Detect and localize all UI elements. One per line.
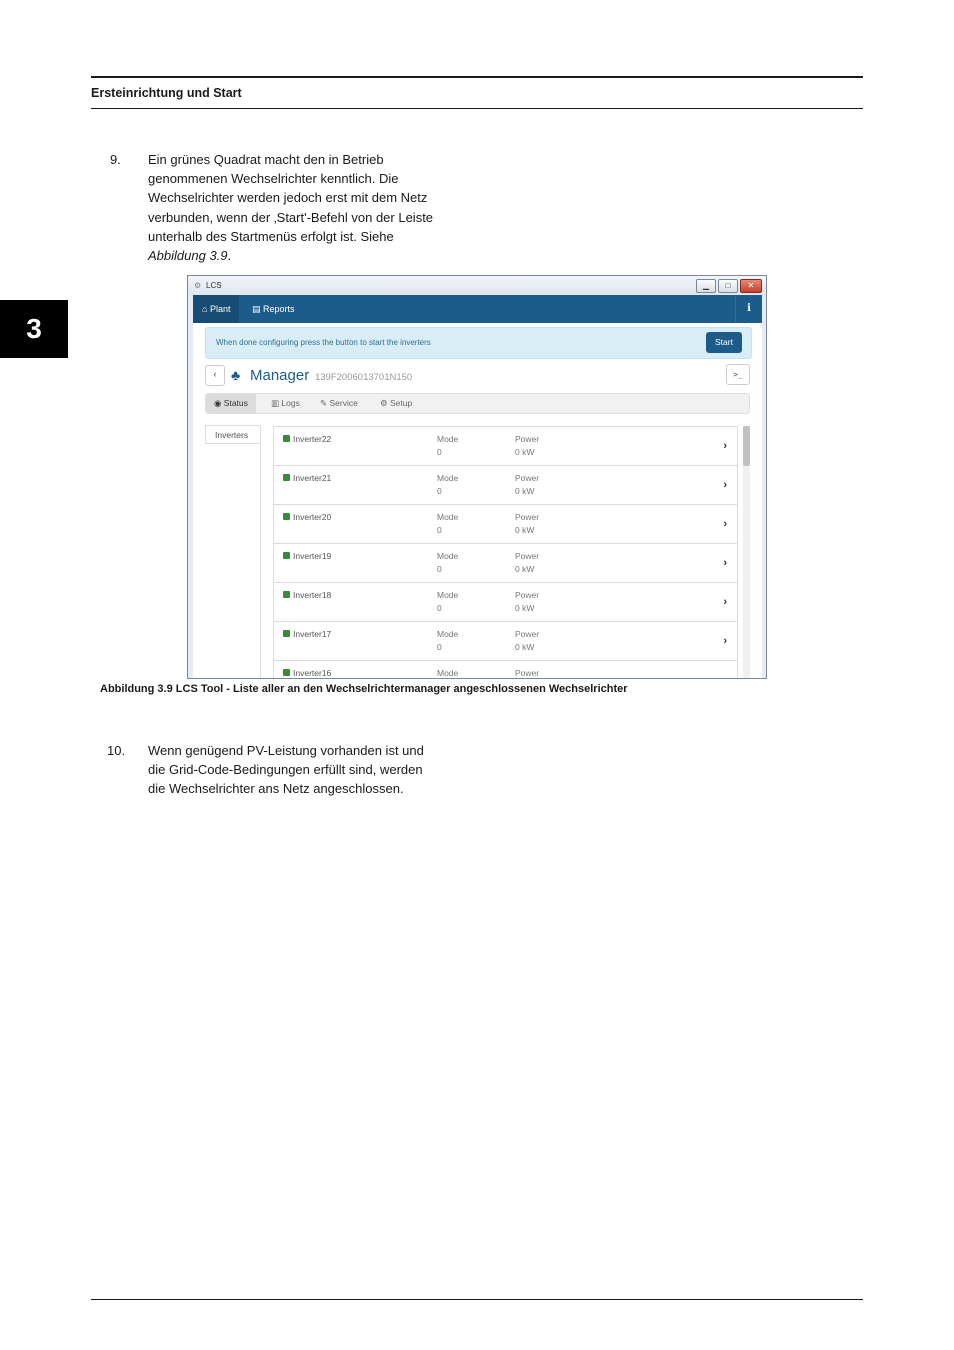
header-bottom-rule	[91, 108, 863, 109]
app-icon: ⚙	[194, 281, 202, 290]
tab-label: Status	[223, 398, 248, 408]
mode-value: 0	[437, 486, 442, 496]
tab-label: Service	[329, 398, 358, 408]
inverter-row[interactable]	[274, 583, 737, 622]
mode-value: 0	[437, 447, 442, 457]
text-line: Wechselrichter werden jedoch erst mit dem Netz	[148, 190, 428, 206]
power-label: Power	[515, 551, 540, 561]
tab-service[interactable]	[312, 394, 366, 413]
text-line: Wenn genügend PV-Leistung vorhanden ist und	[148, 743, 424, 758]
tab-logs[interactable]	[263, 394, 308, 413]
status-square	[283, 552, 290, 559]
mode-label: Mode	[437, 551, 459, 561]
figure-caption: Abbildung 3.9 LCS Tool - Liste aller an den Wechselrichtermanager angeschlossenen Wechselrichter	[100, 683, 628, 695]
step-number: 10.	[107, 743, 126, 758]
nav-reports-label: Reports	[263, 304, 295, 314]
nav-plant-label: Plant	[209, 304, 231, 314]
punctuation: .	[227, 248, 232, 264]
start-alert	[205, 327, 752, 359]
inverter-name: Inverter20	[293, 512, 332, 522]
info-button[interactable]: i	[735, 295, 762, 323]
status-square	[283, 669, 290, 676]
text-line: verbunden, wenn der ‚Start'-Befehl von der Leiste	[148, 209, 434, 225]
chevron-right-icon[interactable]: ›	[723, 440, 727, 452]
nav-plant[interactable]	[193, 295, 239, 323]
power-value: 0 kW	[515, 564, 535, 574]
start-button[interactable]: Start	[706, 332, 742, 353]
mode-value: 0	[437, 642, 442, 652]
book-icon: ▥	[271, 398, 280, 408]
inverter-row[interactable]	[274, 622, 737, 661]
nav-reports[interactable]	[243, 295, 304, 323]
chevron-right-icon[interactable]: ›	[723, 596, 727, 608]
footer-rule	[91, 1299, 863, 1300]
list-scrollbar[interactable]	[743, 426, 750, 678]
window-title: LCS	[206, 281, 222, 290]
status-square	[283, 513, 290, 520]
mode-label: Mode	[437, 512, 459, 522]
figure-reference[interactable]: Abbildung 3.9	[148, 248, 228, 264]
window-titlebar	[188, 276, 766, 295]
navbar	[193, 295, 762, 323]
lcs-window	[187, 275, 767, 679]
power-label: Power	[515, 512, 540, 522]
power-value: 0 kW	[515, 486, 535, 496]
section-header: Ersteinrichtung und Start	[91, 86, 242, 100]
step-number: 9.	[110, 152, 121, 167]
back-button[interactable]: ‹	[205, 365, 225, 386]
scroll-thumb[interactable]	[743, 426, 750, 466]
minimize-button[interactable]: ▁	[696, 279, 716, 293]
inverter-row[interactable]	[274, 505, 737, 544]
inverter-row[interactable]	[274, 466, 737, 505]
inverter-row[interactable]	[274, 544, 737, 583]
close-button[interactable]: ✕	[740, 279, 762, 293]
mode-label: Mode	[437, 629, 459, 639]
text-line: die Grid-Code-Bedingungen erfüllt sind, werden	[148, 762, 423, 778]
text-line: Ein grünes Quadrat macht den in Betrieb	[148, 152, 384, 167]
inverter-name: Inverter22	[293, 434, 332, 444]
manager-title: Manager	[250, 367, 310, 384]
inverter-name: Inverter19	[293, 551, 332, 561]
app-content	[193, 295, 762, 678]
power-value: 0 kW	[515, 603, 535, 613]
mode-value: 0	[437, 564, 442, 574]
sidebar	[205, 425, 261, 678]
wrench-icon: ✎	[320, 398, 328, 408]
terminal-button[interactable]: >_	[726, 364, 750, 385]
inverter-name: Inverter17	[293, 629, 332, 639]
manager-tabs	[205, 393, 750, 414]
tab-label: Logs	[281, 398, 300, 408]
chevron-right-icon[interactable]: ›	[723, 518, 727, 530]
document-icon: ▤	[252, 304, 261, 314]
chapter-tab: 3	[0, 300, 68, 358]
text-line: genommenen Wechselrichter kenntlich. Die	[148, 171, 399, 187]
gears-icon: ⚙	[380, 398, 388, 408]
inverter-name: Inverter16	[293, 668, 332, 678]
power-label: Power	[515, 590, 540, 600]
status-square	[283, 474, 290, 481]
chevron-right-icon[interactable]: ›	[723, 557, 727, 569]
power-value: 0 kW	[515, 447, 535, 457]
alert-text: When done configuring press the button to start the inverters	[216, 338, 431, 347]
sitemap-icon: ♣	[231, 367, 241, 383]
inverter-row[interactable]	[274, 661, 737, 678]
mode-value: 0	[437, 603, 442, 613]
step-text	[148, 150, 478, 265]
maximize-button[interactable]: □	[718, 279, 738, 293]
home-icon: ⌂	[202, 304, 208, 314]
status-square	[283, 435, 290, 442]
text-line	[148, 246, 478, 265]
window-controls	[696, 279, 762, 293]
mode-label: Mode	[437, 434, 459, 444]
chevron-right-icon[interactable]: ›	[723, 479, 727, 491]
status-square	[283, 630, 290, 637]
text-line: die Wechselrichter ans Netz angeschlossen.	[148, 781, 404, 797]
power-value: 0 kW	[515, 525, 535, 535]
power-label: Power	[515, 434, 540, 444]
tab-label: Setup	[390, 398, 413, 408]
power-label: Power	[515, 473, 540, 483]
inverter-row[interactable]	[274, 427, 737, 466]
power-label: Power	[515, 629, 540, 639]
mode-label: Mode	[437, 473, 459, 483]
tab-setup[interactable]	[372, 394, 420, 413]
mode-label: Mode	[437, 590, 459, 600]
eye-icon: ◉	[214, 398, 222, 408]
mode-label: Mode	[437, 668, 459, 678]
manager-serial: 139F2006013701N150	[315, 372, 413, 383]
power-value: 0 kW	[515, 642, 535, 652]
inverter-name: Inverter18	[293, 590, 332, 600]
step-text	[148, 741, 478, 799]
chevron-right-icon[interactable]: ›	[723, 635, 727, 647]
power-label: Power	[515, 668, 540, 678]
inverter-list	[273, 426, 738, 678]
sidebar-item-inverters[interactable]: Inverters	[205, 425, 260, 444]
inverter-name: Inverter21	[293, 473, 332, 483]
mode-value: 0	[437, 525, 442, 535]
text-line: unterhalb des Startmenüs erfolgt ist. Siehe	[148, 228, 394, 244]
status-square	[283, 591, 290, 598]
header-top-rule	[91, 76, 863, 78]
tab-status[interactable]	[206, 394, 256, 413]
